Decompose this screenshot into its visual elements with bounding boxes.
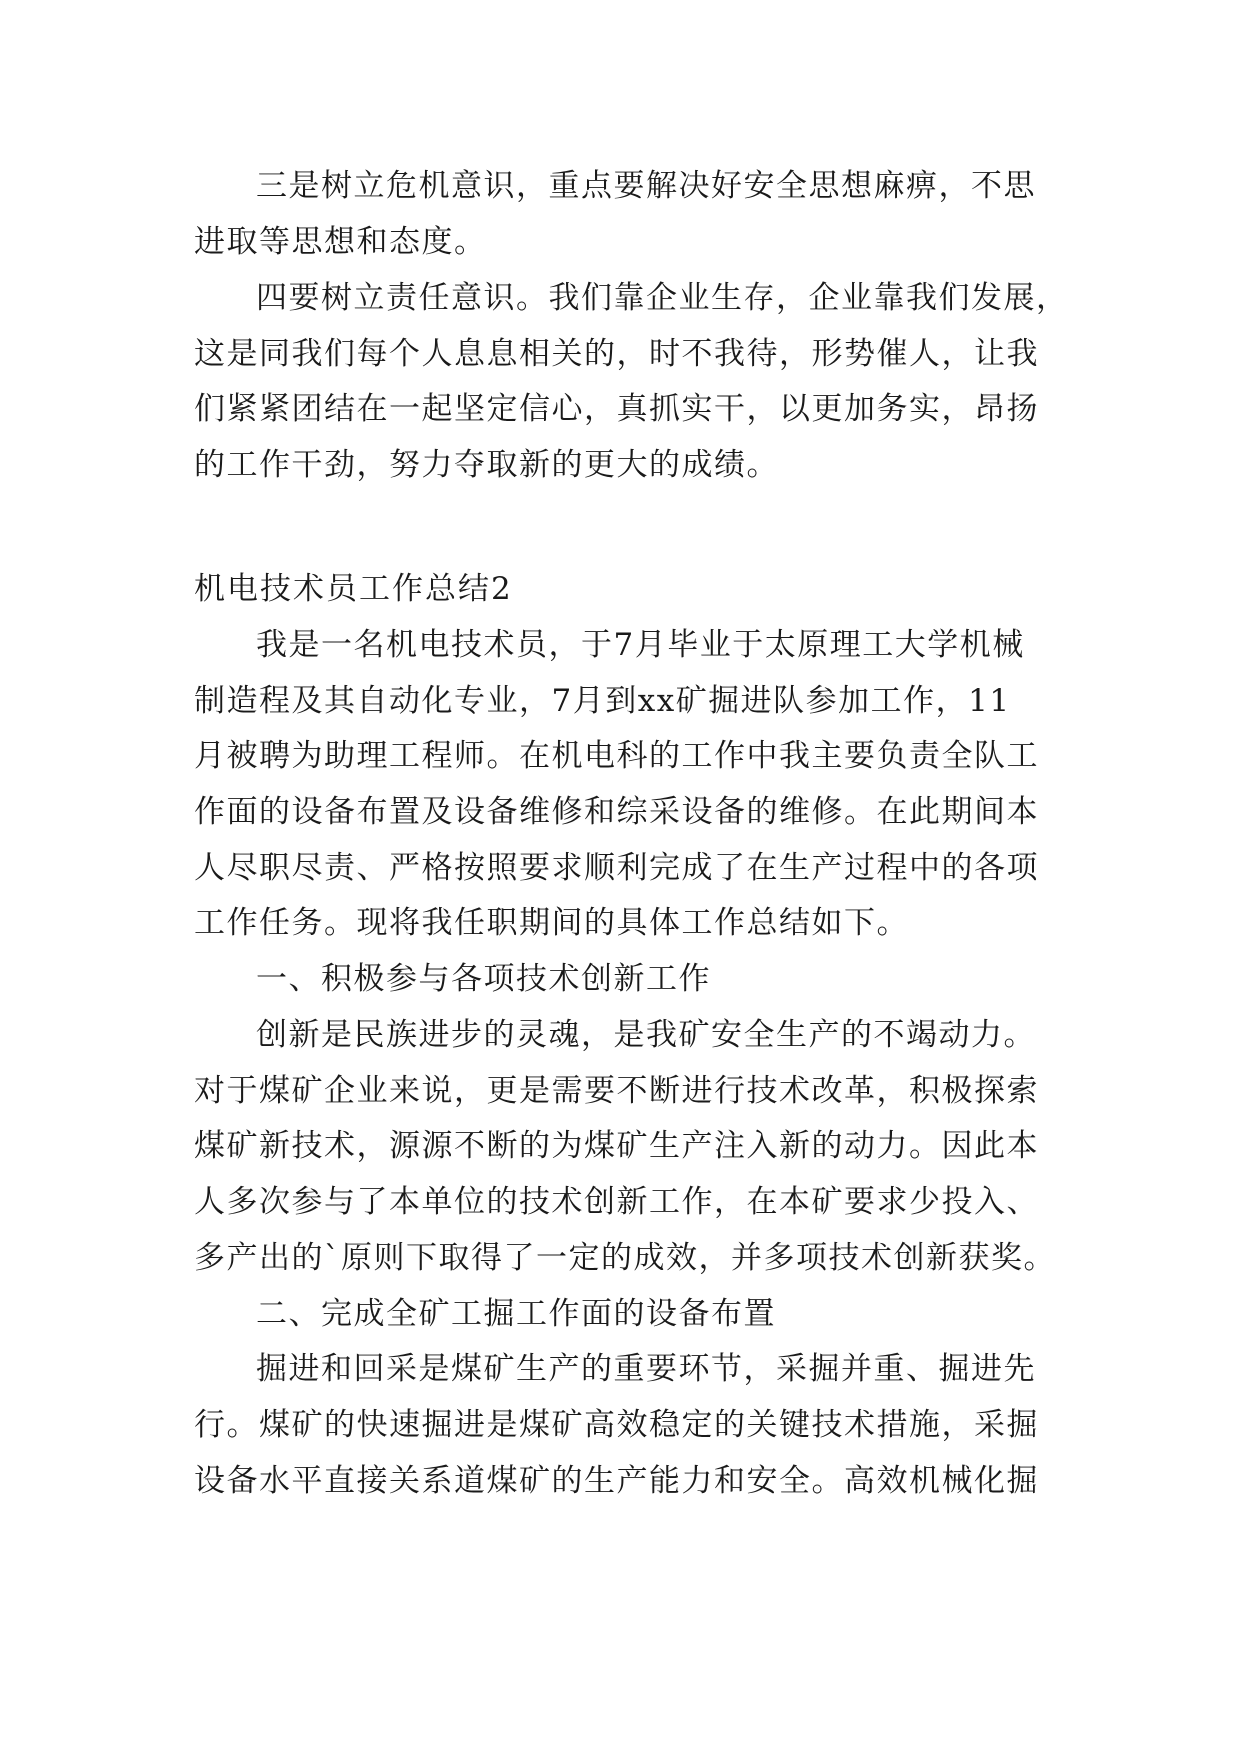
paragraph-line: 掘进和回采是煤矿生产的重要环节，采掘并重、掘进先: [256, 1351, 1036, 1387]
paragraph-line: 们紧紧团结在一起坚定信心，真抓实干，以更加务实，昂扬: [194, 391, 1039, 427]
paragraph-line: 行。煤矿的快速掘进是煤矿高效稳定的关键技术措施，采掘: [194, 1407, 1039, 1443]
paragraph-line: 四要树立责任意识。我们靠企业生存，企业靠我们发展，: [256, 280, 1069, 316]
paragraph-line: 对于煤矿企业来说，更是需要不断进行技术改革，积极探索: [194, 1073, 1039, 1109]
paragraph-line: 工作任务。现将我任职期间的具体工作总结如下。: [194, 905, 909, 941]
paragraph-line: 制造程及其自动化专业，7月到xx矿掘进队参加工作，11: [194, 683, 1011, 719]
paragraph-line: 人多次参与了本单位的技术创新工作，在本矿要求少投入、: [194, 1184, 1039, 1220]
paragraph-line: 多产出的`原则下取得了一定的成效，并多项技术创新获奖。: [194, 1240, 1056, 1276]
paragraph-line: 作面的设备布置及设备维修和综采设备的维修。在此期间本: [194, 794, 1039, 830]
paragraph-line: 创新是民族进步的灵魂，是我矿安全生产的不竭动力。: [256, 1017, 1036, 1053]
paragraph-line: 月被聘为助理工程师。在机电科的工作中我主要负责全队工: [194, 738, 1039, 774]
paragraph-line: 进取等思想和态度。: [194, 224, 487, 260]
paragraph-line: 我是一名机电技术员，于7月毕业于太原理工大学机械: [256, 627, 1025, 663]
paragraph-line: 的工作干劲，努力夺取新的更大的成绩。: [194, 447, 779, 483]
paragraph-line: 煤矿新技术，源源不断的为煤矿生产注入新的动力。因此本: [194, 1128, 1039, 1164]
subheading: 一、积极参与各项技术创新工作: [256, 961, 711, 997]
paragraph-line: 人尽职尽责、严格按照要求顺利完成了在生产过程中的各项: [194, 850, 1039, 886]
subheading: 二、完成全矿工掘工作面的设备布置: [256, 1296, 776, 1332]
section-title: 机电技术员工作总结2: [194, 571, 513, 607]
paragraph-line: 三是树立危机意识，重点要解决好安全思想麻痹，不思: [256, 168, 1036, 204]
paragraph-line: 设备水平直接关系道煤矿的生产能力和安全。高效机械化掘: [194, 1463, 1039, 1499]
paragraph-line: 这是同我们每个人息息相关的，时不我待，形势催人，让我: [194, 336, 1039, 372]
